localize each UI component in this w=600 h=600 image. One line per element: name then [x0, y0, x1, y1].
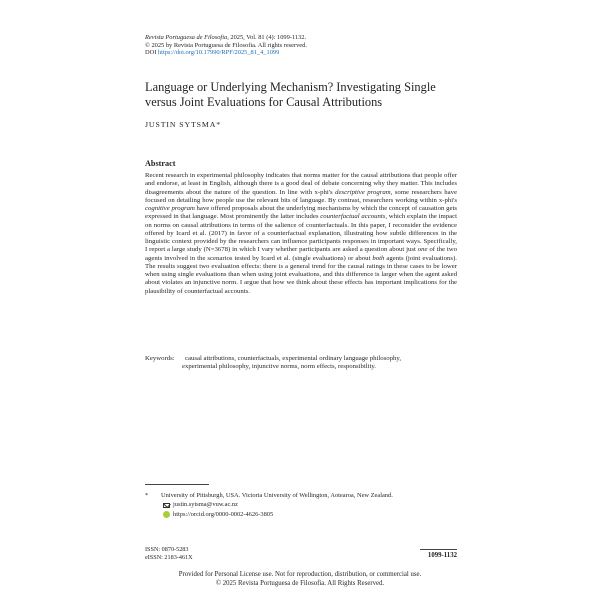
abstract-emphasis: counterfactual accounts — [320, 213, 386, 221]
license-notice — [0, 571, 600, 588]
issn-print: ISSN: 0870-5283 — [145, 546, 189, 553]
keywords-block — [145, 355, 457, 372]
journal-citation — [145, 34, 307, 42]
abstract-segment: , which explain the impact on norms on causal attributions in terms of the salience of counterfactuals. In this paper, I reconsider the evidence offered by Icard et al. (2017) in favor of a counterfactual explanation, illustrating how subtle differences in the linguistic context provided by the researchers can influence participants responses in important ways. Specifically, I report a large study (N=3678) in which I vary whether participants are asked a question about just — [145, 213, 457, 254]
keywords-line-1: causal attributions, counterfactuals, experimental ordinary language philosophy, — [185, 355, 402, 362]
page-range: 1099-1132 — [427, 552, 457, 559]
abstract-segment: Recent research in experimental philosophy indicates that norms matter for the causal attributions that people offer and endorse, at least in English, although there is a good deal of debate concerning why they matter. This includes disagreements about the nature of the question. In line with x-phi's — [145, 172, 457, 196]
author-orcid[interactable]: https://orcid.org/0000-0002-4626-3805 — [173, 510, 274, 518]
license-line-2: © 2025 Revista Portuguesa de Filosofia. All Rights Reserved. — [215, 579, 385, 587]
footnote-mark: * — [145, 492, 149, 499]
abstract-segment: have offered proposals about the underlying mechanisms by which the concept of causation gets expressed in that language. Most prominently the latter includes — [145, 205, 457, 221]
journal-name: Revista Portuguesa de Filosofia — [145, 34, 228, 41]
abstract-text — [145, 172, 457, 296]
doi-link[interactable]: https://doi.org/10.17990/RPF/2025_81_4_1099 — [157, 49, 280, 57]
license-line-1: Provided for Personal License use. Not for reproduction, distribution, or commercial use. — [178, 571, 422, 578]
abstract-emphasis: both — [372, 254, 385, 262]
abstract-segment: of the two agents involved in the scenarios tested by Icard et al. (single evaluations) or about — [145, 246, 458, 262]
keywords-label: Keywords: — [145, 355, 175, 362]
footnote-divider — [145, 484, 209, 485]
abstract-segment: agents (joint evaluations). The results suggest two evaluation effects: there is a general trend for the causal ratings in these cases to be lower when using single evaluations than when using joint evaluations, and this difference is larger when the agent asked about violates an injunctive norm. I argue that how we think about these effects has important implications for the plausibility of counterfactual accounts. — [145, 254, 457, 295]
author-email[interactable]: justin.sytsma@vuw.ac.nz — [173, 501, 238, 509]
issn-block — [145, 546, 193, 561]
abstract-emphasis: one — [417, 246, 428, 254]
abstract-segment: , some researchers have focused on detailing how people use the relevant bits of language. By contrast, researchers working within x-phi's — [145, 188, 458, 204]
issn-electronic: eISSN: 2183-461X — [145, 553, 193, 561]
pages-divider — [420, 549, 457, 550]
citation-details: , 2025, Vol. 81 (4): 1099-1132. — [227, 34, 307, 41]
copyright-line: © 2025 by Revista Portuguesa de Filosofia. All rights reserved. — [145, 41, 307, 49]
envelope-icon — [163, 503, 170, 508]
article-title: Language or Underlying Mechanism? Investigating Single versus Joint Evaluations for Causal Attributions — [145, 80, 436, 109]
doi-label: DOI — [145, 49, 157, 57]
abstract-emphasis: cognitive program — [145, 205, 195, 212]
journal-header — [145, 34, 307, 57]
author-footnote — [145, 491, 393, 519]
orcid-icon — [163, 511, 170, 518]
abstract-emphasis: descriptive program — [335, 188, 391, 196]
abstract-heading: Abstract — [145, 159, 176, 168]
doi-line — [145, 49, 307, 57]
author-affiliation: University of Pittsburgh, USA. Victoria University of Wellington, Aotearoa, New Zealand. — [161, 492, 393, 499]
keywords-line-2: experimental philosophy, injunctive norms, norm effects, responsibility. — [182, 363, 376, 371]
author-name: JUSTIN SYTSMA* — [145, 120, 222, 129]
